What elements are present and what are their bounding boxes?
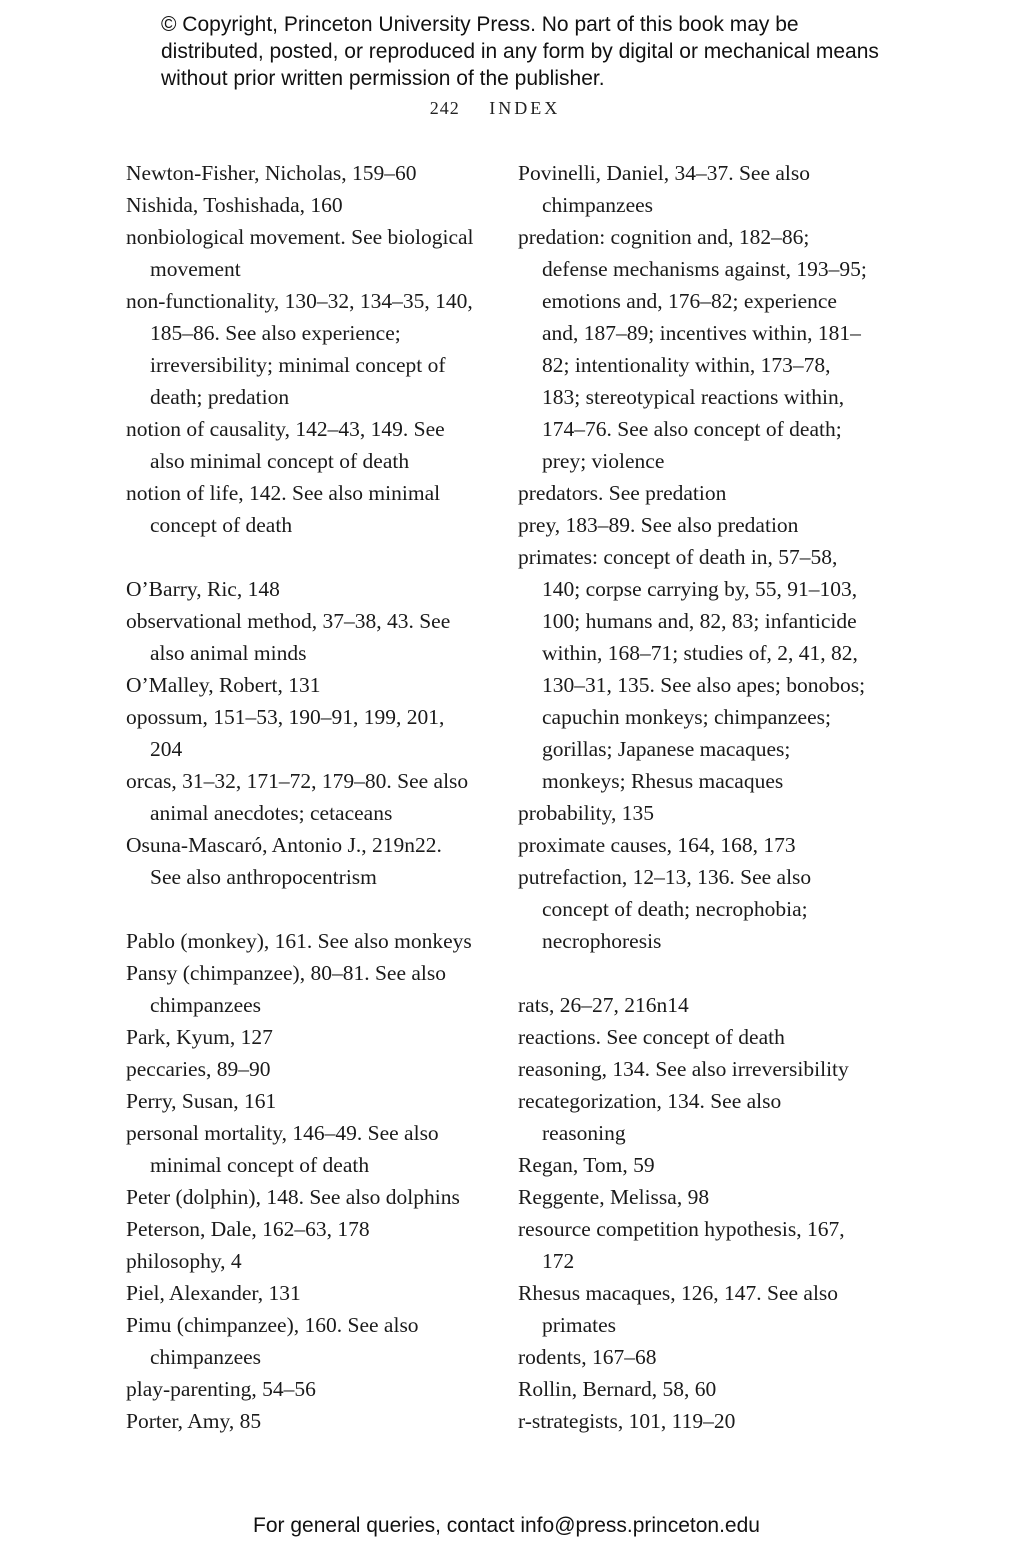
footer-contact: For general queries, contact info@press.princeton.edu (253, 1514, 760, 1537)
running-head (0, 98, 990, 119)
index-entry: Peterson, Dale, 162–63, 178 (126, 1217, 370, 1241)
index-entry: notion of causality, 142–43, 149. See also minimal concept of death (126, 417, 445, 473)
index-entry: predators. See predation (518, 481, 727, 505)
index-entry: Pimu (chimpanzee), 160. See also chimpanzees (126, 1313, 419, 1369)
index-entry: reactions. See concept of death (518, 1025, 785, 1049)
index-entry: r-strategists, 101, 119–20 (518, 1409, 736, 1433)
section-title: INDEX (489, 98, 561, 118)
index-entry: Nishida, Toshishada, 160 (126, 193, 343, 217)
index-entry: Rhesus macaques, 126, 147. See also primates (518, 1281, 839, 1337)
index-entry: O’Malley, Robert, 131 (126, 673, 321, 697)
index-entry: rodents, 167–68 (518, 1345, 657, 1369)
index-entry: opossum, 151–53, 190–91, 199, 201, 204 (126, 705, 445, 761)
index-entry: Newton-Fisher, Nicholas, 159–60 (126, 161, 417, 185)
index-entry: recategorization, 134. See also reasoning (518, 1089, 782, 1145)
index-entry: Perry, Susan, 161 (126, 1089, 277, 1113)
section-gap (126, 893, 476, 925)
section-gap (126, 541, 476, 573)
index-entry: probability, 135 (518, 801, 654, 825)
index-entry: Peter (dolphin), 148. See also dolphins (126, 1185, 460, 1209)
index-entry: proximate causes, 164, 168, 173 (518, 833, 796, 857)
page-number: 242 (429, 98, 460, 118)
index-entry: Pablo (monkey), 161. See also monkeys (126, 929, 472, 953)
index-entry: personal mortality, 146–49. See also minimal concept of death (126, 1121, 439, 1177)
index-entry: observational method, 37–38, 43. See also animal minds (126, 609, 451, 665)
copyright-notice: © Copyright, Princeton University Press. No part of this book may be distributed, posted, or reproduced in any form by digital or mechanical means without prior written permission of the publisher. (161, 13, 879, 90)
index-entry: peccaries, 89–90 (126, 1057, 271, 1081)
index-entry: nonbiological movement. See biological movement (126, 225, 474, 281)
index-column-right (518, 157, 868, 1437)
index-entry: Pansy (chimpanzee), 80–81. See also chimpanzees (126, 961, 447, 1017)
index-entry: notion of life, 142. See also minimal concept of death (126, 481, 441, 537)
index-entry: Rollin, Bernard, 58, 60 (518, 1377, 717, 1401)
index-entry: rats, 26–27, 216n14 (518, 993, 689, 1017)
index-entry: putrefaction, 12–13, 136. See also concept of death; necrophobia; necrophoresis (518, 865, 812, 953)
index-entry: Porter, Amy, 85 (126, 1409, 262, 1433)
index-entry: Piel, Alexander, 131 (126, 1281, 301, 1305)
index-entry: Regan, Tom, 59 (518, 1153, 655, 1177)
index-entry: prey, 183–89. See also predation (518, 513, 799, 537)
index-entry: Povinelli, Daniel, 34–37. See also chimpanzees (518, 161, 811, 217)
index-column-left (126, 157, 476, 1437)
index-entry: resource competition hypothesis, 167, 172 (518, 1217, 845, 1273)
index-entry: reasoning, 134. See also irreversibility (518, 1057, 849, 1081)
index-entry: non-functionality, 130–32, 134–35, 140, 185–86. See also experience; irreversibility; minimal concept of death; predation (126, 289, 473, 409)
index-entry: Osuna-Mascaró, Antonio J., 219n22. See also anthropocentrism (126, 833, 442, 889)
index-entry: primates: concept of death in, 57–58, 140; corpse carrying by, 55, 91–103, 100; humans and, 82, 83; infanticide within, 168–71; studies of, 2, 41, 82, 130–31, 135. See also apes; bonobos; capuchin monkeys; chimpanzees; gorillas; Japanese macaques; monkeys; Rhesus macaques (518, 545, 866, 793)
section-gap (518, 957, 868, 989)
index-entry: philosophy, 4 (126, 1249, 242, 1273)
index-entry: Reggente, Melissa, 98 (518, 1185, 710, 1209)
index-entry: play-parenting, 54–56 (126, 1377, 316, 1401)
index-entry: O’Barry, Ric, 148 (126, 577, 280, 601)
index-entry: Park, Kyum, 127 (126, 1025, 273, 1049)
index-entry: orcas, 31–32, 171–72, 179–80. See also animal anecdotes; cetaceans (126, 769, 469, 825)
index-entry: predation: cognition and, 182–86; defense mechanisms against, 193–95; emotions and, 176–82; experience and, 187–89; incentives within, 181–82; intentionality within, 173–78, 183; stereotypical reactions within, 174–76. See also concept of death; prey; violence (518, 225, 867, 473)
